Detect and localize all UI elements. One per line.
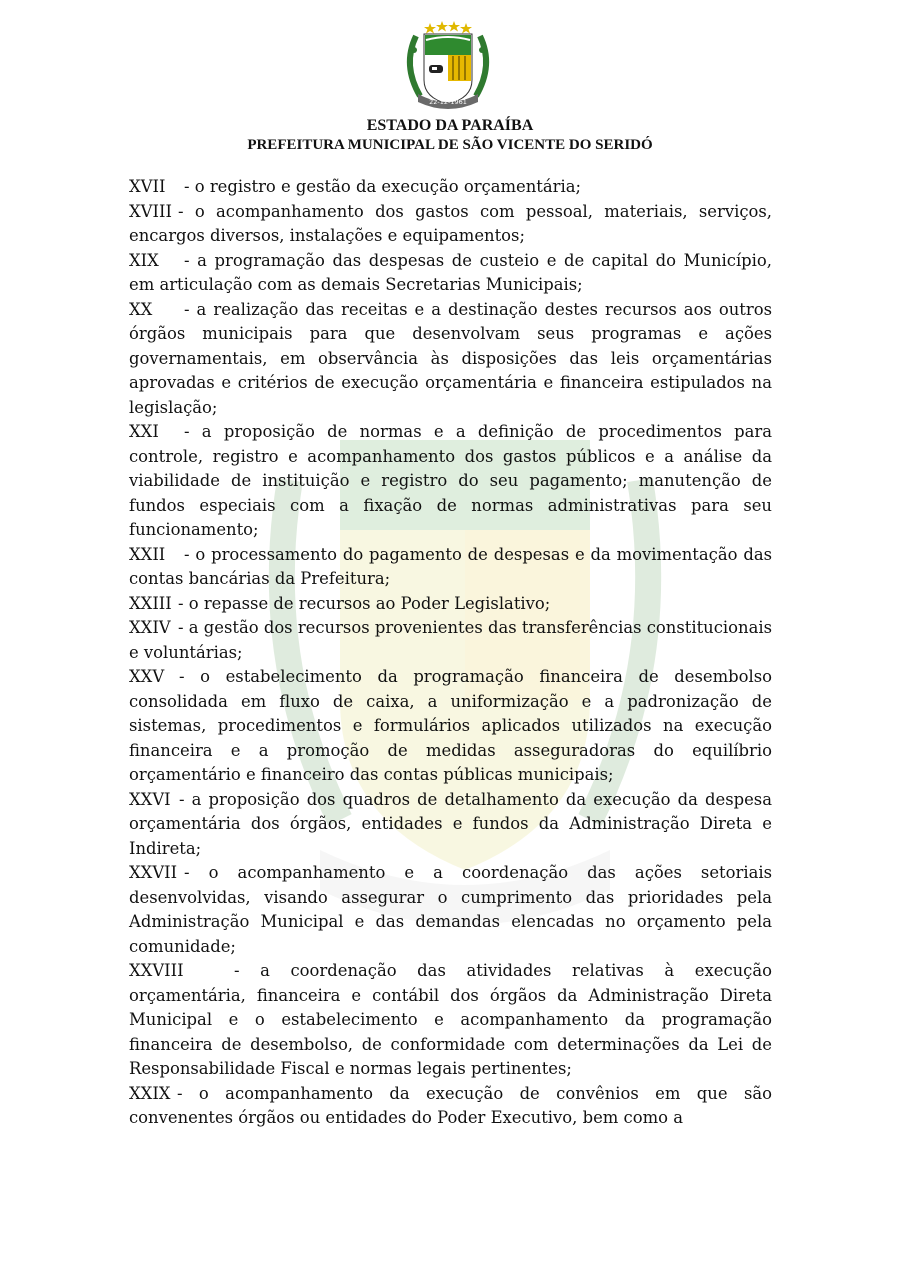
item-number: XXIV (129, 618, 171, 637)
item-number: XXVIII (129, 961, 184, 980)
list-item (129, 616, 772, 665)
list-item (129, 420, 772, 543)
item-number: XX (129, 299, 153, 319)
item-text: - a realização das receitas e a destinação destes recursos aos outros órgãos municipais para que desenvolvam seus programas e ações governamentais, em observância às disposições das leis orçamentárias aprovadas e critérios de execução orçamentária e financeira estipulados na legislação; (129, 299, 772, 417)
list-item (129, 543, 772, 592)
item-number: XXIII (129, 593, 172, 613)
item-text: - o estabelecimento da programação financeira de desembolso consolidada em fluxo de caixa, a uniformização e a padronização de sistemas, procedimentos e formulários aplicados utilizados na execução financeira e a promoção de medidas asseguradoras do equilíbrio orçamentário e financeiro das contas públicas municipais; (129, 667, 772, 784)
item-number: XVII (129, 177, 166, 196)
list-item (129, 592, 772, 617)
item-text: - a gestão dos recursos provenientes das transferências constitucionais e voluntárias; (129, 618, 772, 662)
item-text: - a coordenação das atividades relativas à execução orçamentária, financeira e contábil dos órgãos da Administração Direta Municipal e o estabelecimento e acompanhamento da programação financeira de desembolso, de conformidade com determinações da Lei de Responsabilidade Fiscal e normas legais pertinentes; (129, 961, 772, 1078)
item-text: - o acompanhamento dos gastos com pessoal, materiais, serviços, encargos diversos, instalações e equipamentos; (129, 201, 772, 245)
list-item (129, 249, 772, 298)
list-item (129, 665, 772, 788)
item-number: XXVII (129, 863, 178, 882)
item-text: - o registro e gestão da execução orçamentária; (184, 177, 582, 196)
item-number: XVIII (129, 201, 172, 221)
item-text: - o acompanhamento e a coordenação das ações setoriais desenvolvidas, visando assegurar o cumprimento das prioridades pela Administração Municipal e das demandas elencadas no orçamento pela comunidade; (129, 863, 772, 956)
item-number: XIX (129, 250, 159, 270)
state-title: ESTADO DA PARAÍBA (366, 117, 534, 134)
item-number: XXI (129, 422, 159, 441)
list-item (129, 200, 772, 249)
list-item (129, 861, 772, 959)
list-item (129, 959, 772, 1082)
list-item (129, 788, 772, 862)
item-text: - a proposição de normas e a definição de procedimentos para controle, registro e acompanhamento dos gastos públicos e a análise da viabilidade de instituição e registro do seu pagamento; manutenção de fundos especiais com a fixação de normas administrativas para seu funcionamento; (129, 422, 772, 539)
document-body (129, 175, 772, 1131)
list-item (129, 1082, 772, 1131)
crest-stars (424, 21, 472, 34)
item-number: XXIX (129, 1083, 171, 1103)
municipal-crest (396, 20, 500, 110)
item-text: - o processamento do pagamento de despesas e da movimentação das contas bancárias da Prefeitura; (129, 544, 772, 588)
crest-date: 22-12-1961 (429, 98, 467, 106)
item-text: - a proposição dos quadros de detalhamento da execução da despesa orçamentária dos órgãos, entidades e fundos da Administração Direta e Indireta; (129, 789, 772, 858)
item-number: XXVI (129, 789, 171, 809)
list-item (129, 175, 772, 200)
item-text: - a programação das despesas de custeio e de capital do Município, em articulação com as demais Secretarias Municipais; (129, 250, 772, 294)
item-number: XXV (129, 667, 165, 686)
item-number: XXII (129, 544, 166, 564)
list-item (129, 298, 772, 421)
municipality-title: PREFEITURA MUNICIPAL DE SÃO VICENTE DO SERIDÓ (247, 137, 653, 153)
item-text: - o acompanhamento da execução de convênios em que são convenentes órgãos ou entidades do Poder Executivo, bem como a (129, 1083, 772, 1127)
item-text: - o repasse de recursos ao Poder Legislativo; (178, 593, 551, 613)
